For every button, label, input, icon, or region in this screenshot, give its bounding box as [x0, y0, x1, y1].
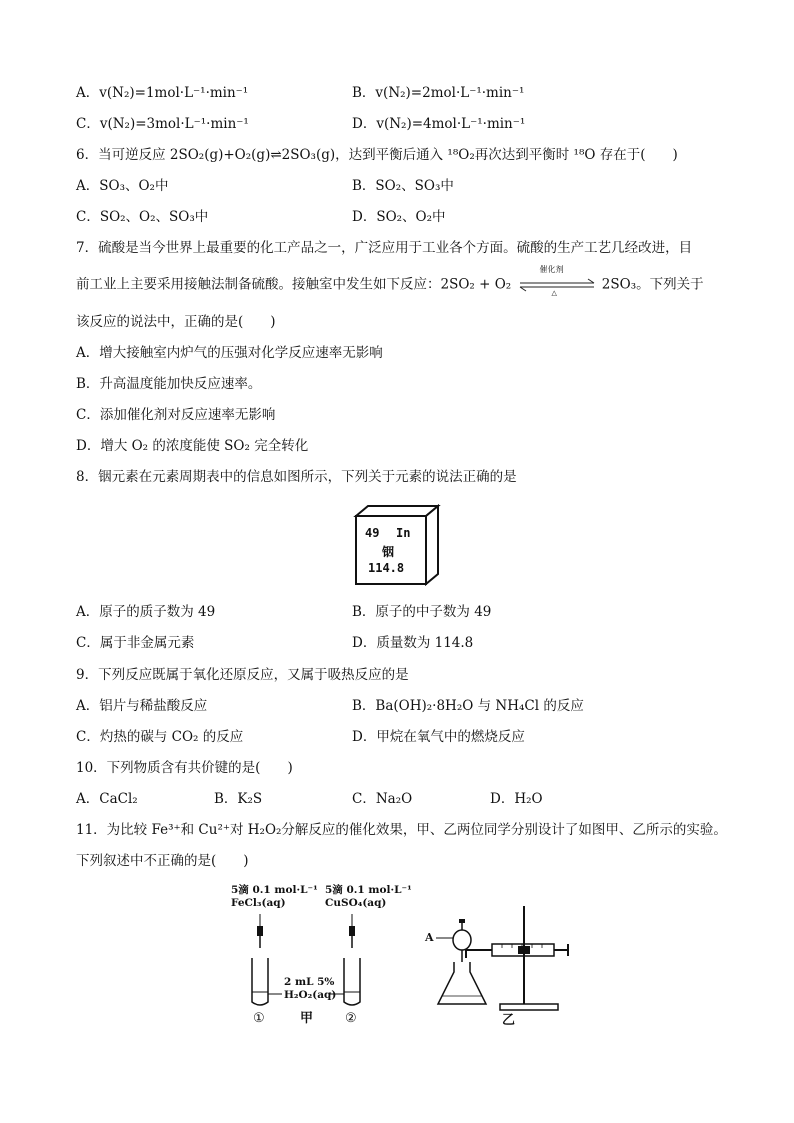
q6-option-b: B．SO₂、SO₃中	[352, 178, 454, 194]
q9-option-c: C．灼热的碳与 CO₂ 的反应	[76, 729, 244, 745]
q8-option-d: D．质量数为 114.8	[352, 635, 474, 651]
q9-option-d: D．甲烷在氧气中的燃烧反应	[352, 729, 525, 745]
q7-stem-line2	[76, 265, 704, 297]
q10-option-a: A．CaCl₂	[76, 791, 138, 807]
experiment-figure-yi	[422, 900, 574, 1034]
q10-stem: 10．下列物质含有共价键的是( )	[76, 760, 293, 776]
catalyst-label: 催化剂	[539, 265, 564, 274]
q6-stem: 6．当可逆反应 2SO₂(g)+O₂(g)⇌2SO₃(g)，达到平衡后通入 ¹⁸O₂再次达到平衡时 ¹⁸O 存在于( )	[76, 147, 678, 163]
q8-option-b: B．原子的中子数为 49	[352, 604, 492, 620]
element-symbol: In	[396, 526, 411, 540]
element-name: 铟	[382, 545, 395, 559]
q7-stem-line3: 该反应的说法中，正确的是( )	[76, 314, 276, 330]
q9-option-a: A．铝片与稀盐酸反应	[76, 698, 208, 714]
q7-option-c: C．添加催化剂对反应速率无影响	[76, 407, 276, 423]
q10-option-d: D．H₂O	[490, 791, 543, 807]
q7-stem-line1: 7．硫酸是当今世界上最重要的化工产品之一，广泛应用于工业各个方面。硫酸的生产工艺几经改进，目	[76, 240, 693, 256]
q6-option-a: A．SO₃、O₂中	[76, 178, 169, 194]
q9-option-b: B．Ba(OH)₂·8H₂O 与 NH₄Cl 的反应	[352, 698, 584, 714]
experiment-figure-jia	[228, 884, 428, 1034]
atomic-mass: 114.8	[368, 561, 405, 575]
dropper2-reagent: CuSO₄(aq)	[325, 897, 387, 909]
q6-option-d: D．SO₂、O₂中	[352, 209, 446, 225]
q7-option-d: D．增大 O₂ 的浓度能使 SO₂ 完全转化	[76, 438, 309, 454]
q10-option-b: B．K₂S	[214, 791, 263, 807]
q11-stem-line1: 11．为比较 Fe³⁺和 Cu²⁺对 H₂O₂分解反应的催化效果，甲、乙两位同学分别设计了如图甲、乙所示的实验。	[76, 822, 727, 838]
tube1-number: ①	[253, 1011, 265, 1026]
solution-label-line1: 2 mL 5%	[284, 976, 335, 988]
q7-option-a: A．增大接触室内炉气的压强对化学反应速率无影响	[76, 345, 383, 361]
q5-option-d: D．v(N₂)=4mol·L⁻¹·min⁻¹	[352, 116, 526, 132]
q5-option-b: B．v(N₂)=2mol·L⁻¹·min⁻¹	[352, 85, 525, 101]
q10-option-c: C．Na₂O	[352, 791, 413, 807]
q11-stem-line2: 下列叙述中不正确的是( )	[76, 853, 249, 869]
equilibrium-arrow-icon	[516, 265, 598, 297]
solution-label-line2: H₂O₂(aq)	[284, 989, 337, 1001]
q5-option-a: A．v(N₂)=1mol·L⁻¹·min⁻¹	[76, 85, 249, 101]
atomic-number: 49	[365, 526, 380, 540]
q9-stem: 9．下列反应既属于氧化还原反应，又属于吸热反应的是	[76, 667, 409, 683]
heat-symbol: △	[551, 289, 557, 297]
q7-option-b: B．升高温度能加快反应速率。	[76, 376, 262, 392]
q8-option-c: C．属于非金属元素	[76, 635, 195, 651]
figure-jia-caption: 甲	[300, 1011, 314, 1026]
dropper2-label: 5滴 0.1 mol·L⁻¹	[325, 884, 412, 896]
dropper1-reagent: FeCl₃(aq)	[231, 897, 286, 909]
funnel-label-a: A	[425, 931, 434, 944]
element-cell-figure	[352, 504, 442, 586]
tube2-number: ②	[345, 1011, 357, 1026]
dropper1-label: 5滴 0.1 mol·L⁻¹	[231, 884, 318, 896]
q8-option-a: A．原子的质子数为 49	[76, 604, 216, 620]
q6-option-c: C．SO₂、O₂、SO₃中	[76, 209, 209, 225]
q5-option-c: C．v(N₂)=3mol·L⁻¹·min⁻¹	[76, 116, 249, 132]
q8-stem: 8．铟元素在元素周期表中的信息如图所示，下列关于元素的说法正确的是	[76, 469, 517, 485]
q7-stem-before-arrow: 前工业上主要采用接触法制备硫酸。接触室中发生如下反应：2SO₂ + O₂	[76, 276, 512, 293]
q7-stem-after-arrow: 2SO₃。下列关于	[601, 276, 704, 293]
figure-yi-caption: 乙	[502, 1013, 516, 1028]
